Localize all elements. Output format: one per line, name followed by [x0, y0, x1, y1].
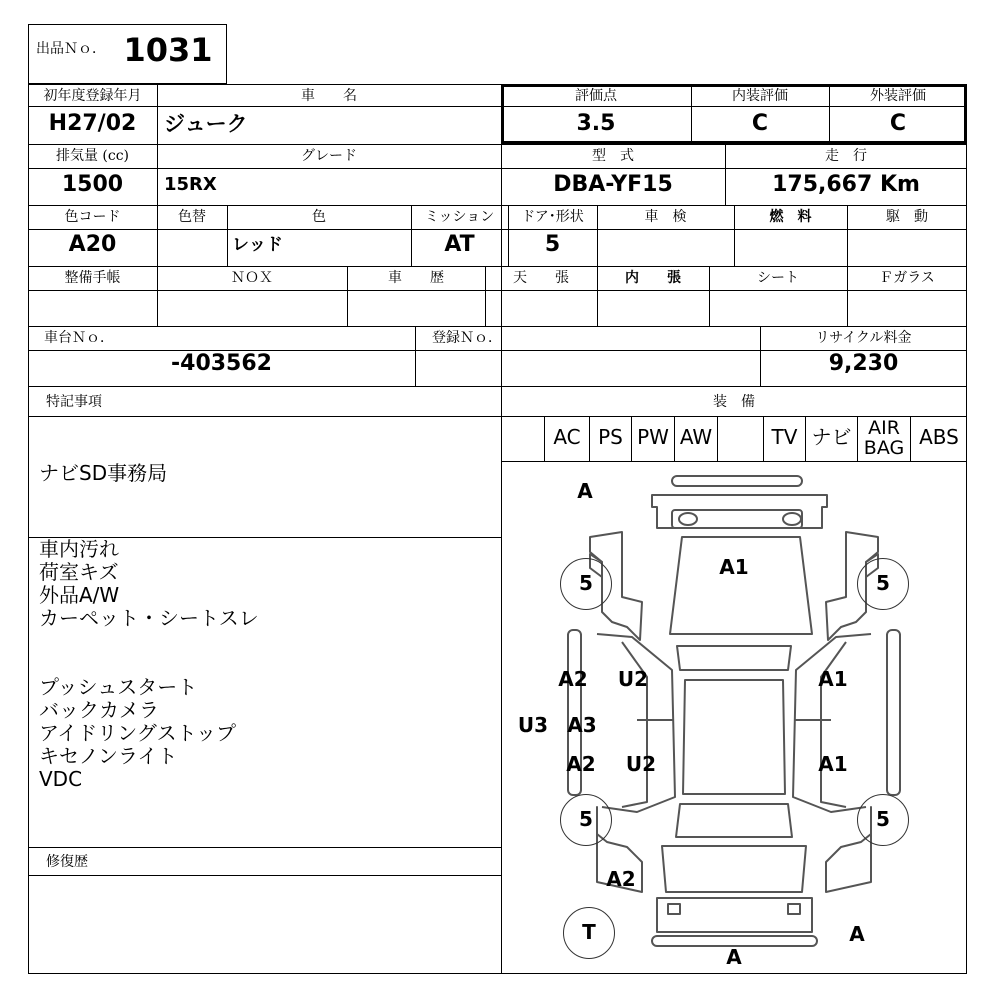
- color-code-value: A20: [68, 232, 117, 257]
- damage-left-rear-door: A1: [818, 752, 848, 776]
- chassis-label: 車台Ｎｏ．: [44, 330, 114, 346]
- notes-label: 特記事項: [46, 394, 102, 410]
- color-value: レッド: [232, 235, 283, 255]
- lot-number: 1031: [123, 31, 213, 69]
- equip-ac: AC: [553, 425, 581, 449]
- color-code-label: 色コード: [64, 209, 121, 225]
- damage-right-front-door: U2: [617, 667, 649, 691]
- damage-right-sill: U3: [517, 713, 549, 737]
- exterior-label: 外装評価: [870, 88, 926, 104]
- interior-trim-label: 内 張: [625, 270, 681, 286]
- notes-block1: [39, 538, 259, 630]
- color-label: 色: [312, 209, 326, 225]
- chassis-value: -403562: [171, 351, 272, 376]
- equip-pw: PW: [637, 425, 669, 449]
- interior-label: 内装評価: [732, 88, 788, 104]
- damage-tailgate: A2: [606, 867, 636, 891]
- damage-right-pillar: A3: [567, 713, 597, 737]
- score-value: 3.5: [576, 111, 616, 136]
- notes-block2: [39, 676, 236, 791]
- tire-front-right: 5: [857, 558, 909, 610]
- equip-airbag-line1: AIR: [868, 417, 900, 439]
- displacement-label: 排気量 (cc): [55, 148, 130, 164]
- note-line: プッシュスタート: [39, 675, 198, 699]
- tire-rear-right: 5: [857, 794, 909, 846]
- registration-label: 登録Ｎｏ．: [432, 330, 502, 346]
- doors-label: ドア･形状: [521, 209, 584, 225]
- grade-value: 15RX: [164, 174, 217, 195]
- reg-value: H27/02: [48, 111, 137, 136]
- damage-front: A: [577, 479, 593, 503]
- maintenance-label: 整備手帳: [64, 270, 121, 286]
- note-line: 荷室キズ: [39, 560, 119, 584]
- note-line: VDC: [39, 767, 83, 791]
- reg-label: 初年度登録年月: [43, 88, 142, 104]
- equip-navi: ナビ: [811, 425, 852, 449]
- interior-value: C: [751, 111, 769, 136]
- score-label: 評価点: [575, 88, 617, 104]
- mileage-value: 175,667 Km: [772, 172, 920, 197]
- equip-airbag: [858, 418, 910, 458]
- note-line: 車内汚れ: [39, 537, 119, 561]
- notes-top: ナビSD事務局: [39, 461, 168, 485]
- nox-label: ＮＯＸ: [231, 270, 273, 286]
- repair-label: 修復歴: [46, 854, 88, 870]
- recycle-label: リサイクル料金: [815, 330, 912, 346]
- recycle-value: 9,230: [828, 351, 899, 376]
- equip-airbag-line2: BAG: [863, 437, 905, 459]
- equipment-label: 装 備: [713, 394, 755, 410]
- damage-right-rear-door: A2: [566, 752, 596, 776]
- lot-label: 出品Ｎｏ．: [36, 41, 106, 57]
- history-label: 車 歴: [388, 270, 444, 286]
- grade-label: グレード: [301, 148, 357, 164]
- tire-spare: T: [563, 907, 615, 959]
- damage-hood: A1: [719, 555, 749, 579]
- damage-right-fender: A2: [558, 667, 588, 691]
- roof-label: 天 張: [513, 270, 569, 286]
- color-change-label: 色替: [178, 209, 206, 225]
- glass-label: Ｆガラス: [879, 270, 935, 286]
- model-label: 型 式: [592, 148, 634, 164]
- damage-rear-bumper: A: [726, 945, 742, 969]
- damage-rear-corner: A: [849, 922, 865, 946]
- drive-label: 駆 動: [886, 209, 928, 225]
- note-line: 外品A/W: [39, 583, 120, 607]
- doors-value: 5: [544, 232, 561, 257]
- tire-rear-left: 5: [560, 794, 612, 846]
- seat-label: シート: [757, 270, 799, 286]
- note-line: カーペット・シートスレ: [39, 606, 259, 630]
- name-value: ジューク: [164, 112, 248, 136]
- damage-right-rear-door-2: U2: [625, 752, 657, 776]
- equip-abs: ABS: [919, 425, 959, 449]
- displacement-value: 1500: [61, 172, 124, 197]
- equip-aw: AW: [679, 425, 713, 449]
- tire-front-left: 5: [560, 558, 612, 610]
- note-line: バックカメラ: [39, 698, 159, 722]
- model-value: DBA-YF15: [553, 172, 673, 197]
- fuel-label: 燃 料: [769, 209, 812, 225]
- note-line: キセノンライト: [39, 744, 178, 768]
- damage-left-front-door: A1: [818, 667, 848, 691]
- exterior-value: C: [889, 111, 907, 136]
- name-label: 車 名: [301, 88, 357, 104]
- mission-label: ミッション: [424, 209, 495, 225]
- inspection-label: 車 検: [644, 209, 687, 225]
- mission-value: AT: [444, 232, 475, 257]
- mileage-label: 走 行: [825, 148, 867, 164]
- equip-tv: TV: [771, 425, 798, 449]
- note-line: アイドリングストップ: [39, 721, 236, 745]
- equip-ps: PS: [598, 425, 623, 449]
